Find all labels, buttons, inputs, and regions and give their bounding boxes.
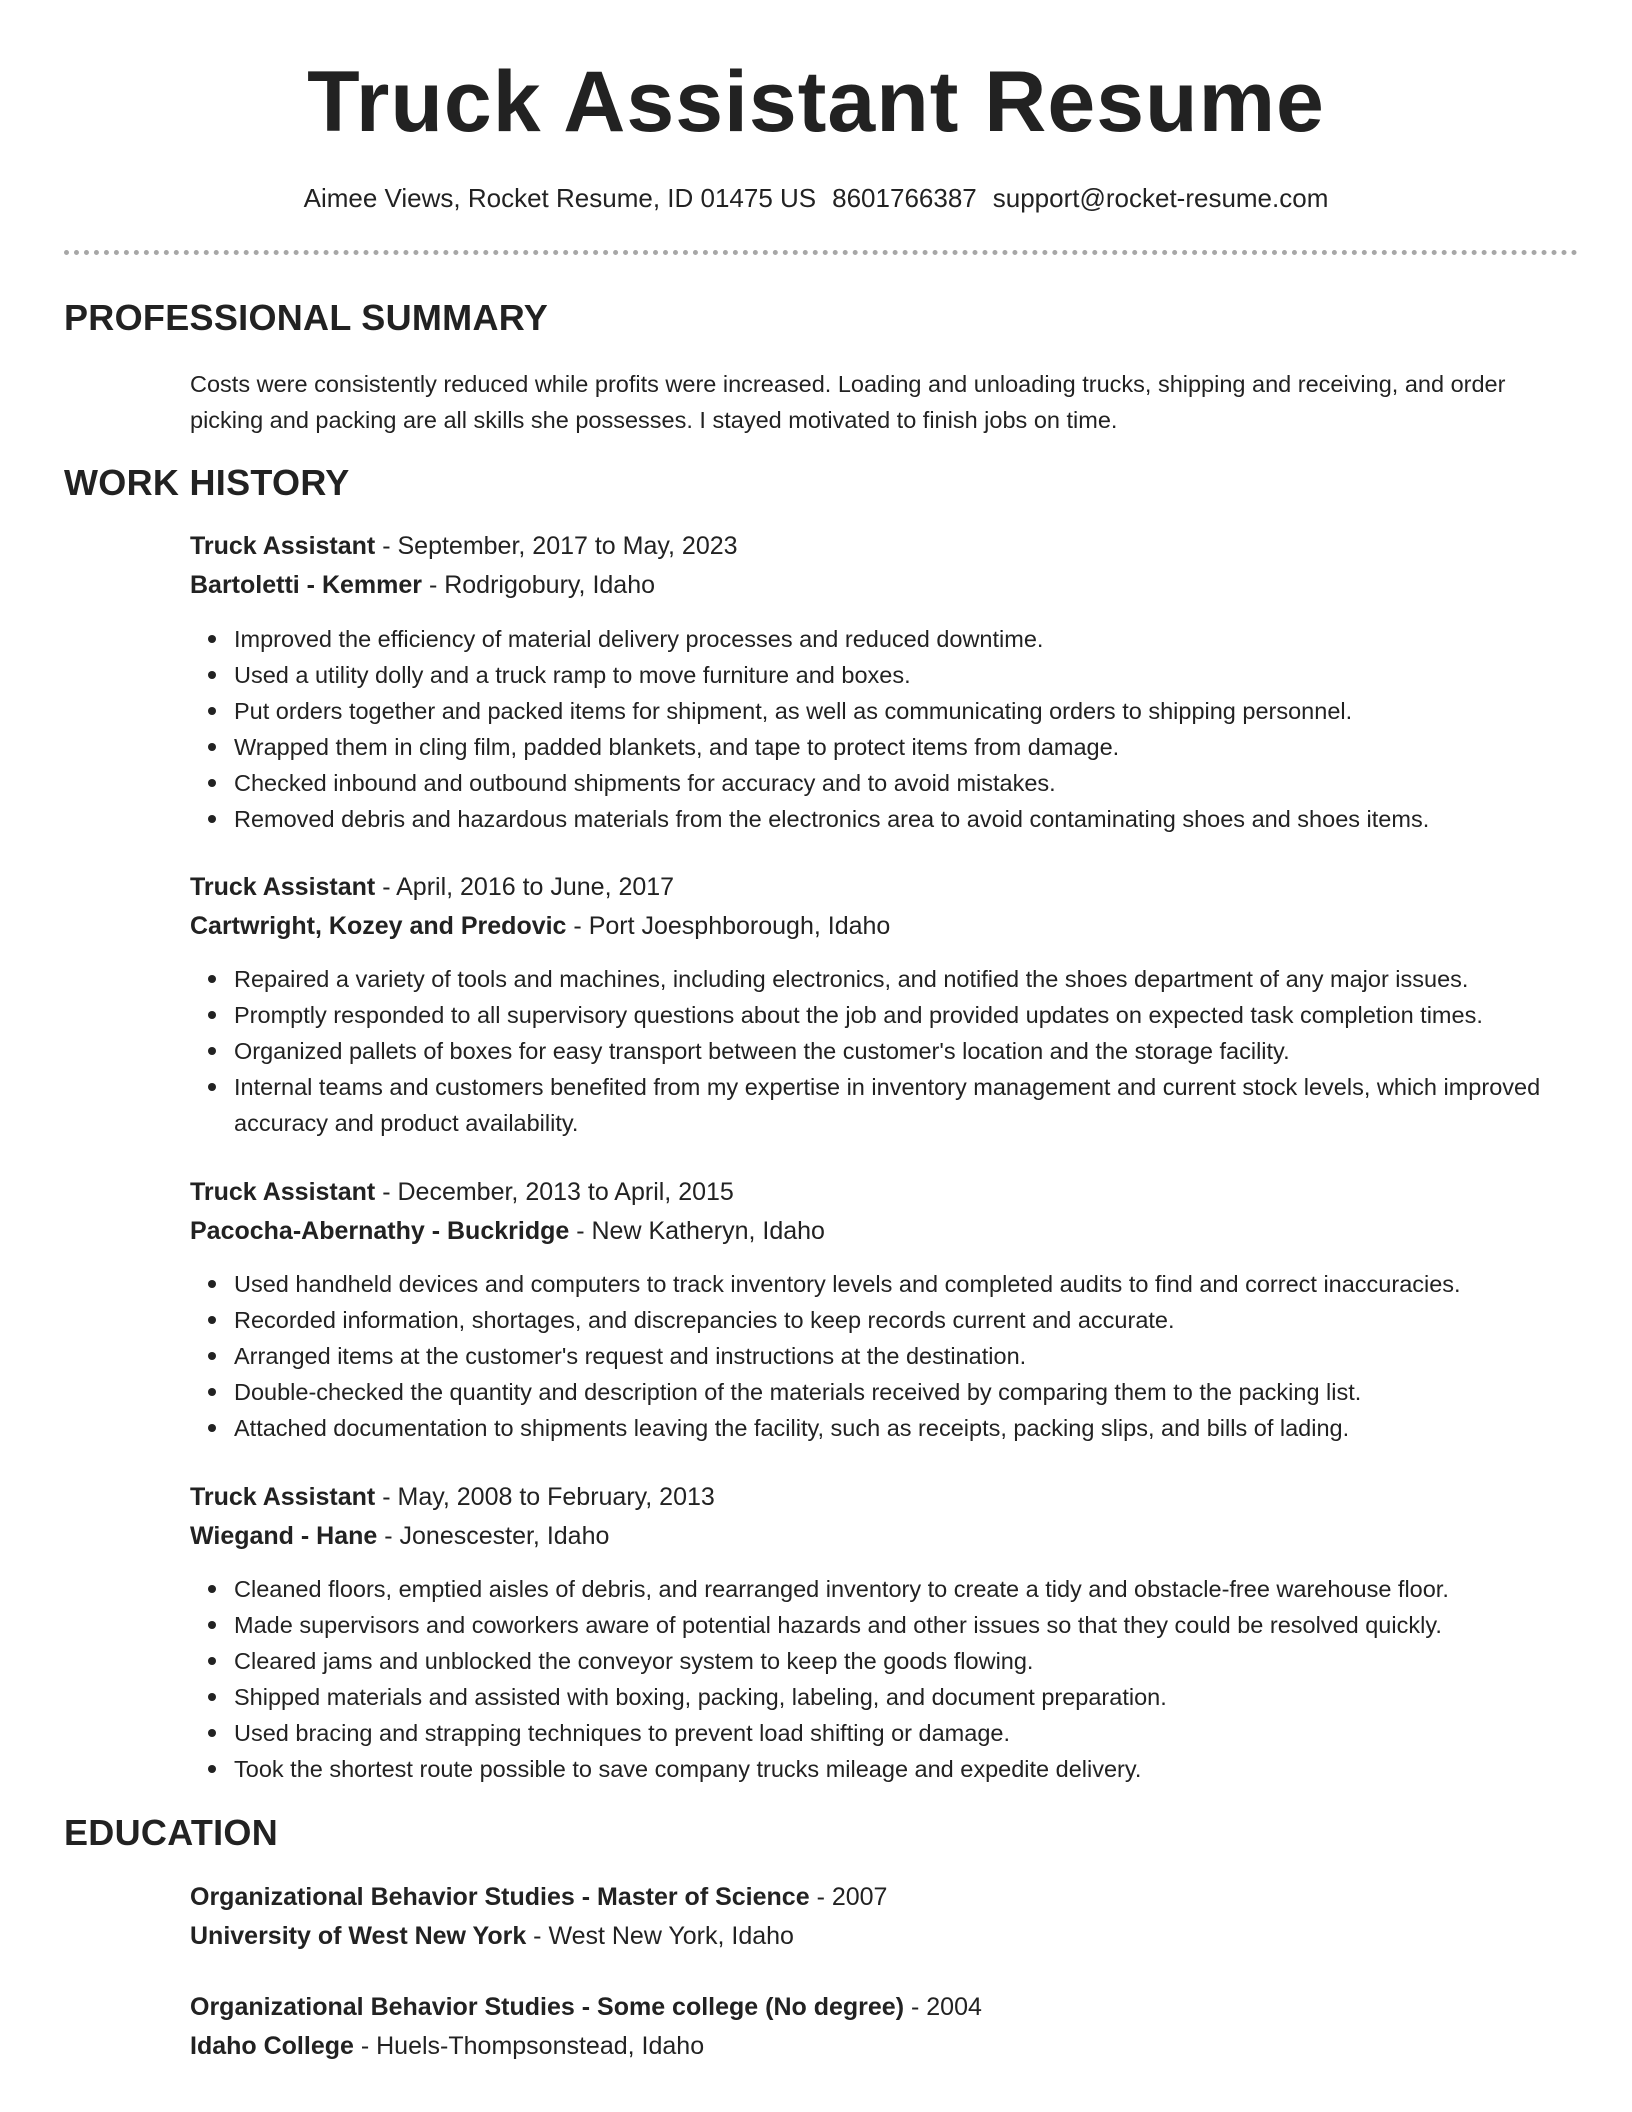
list-item: Checked inbound and outbound shipments for accuracy and to avoid mistakes. [234,765,1590,801]
contact-email: support@rocket-resume.com [992,183,1329,213]
education-1-school: University of West New York [190,1922,527,1950]
list-item: Wrapped them in cling film, padded blankets, and tape to protect items from damage. [234,729,1590,765]
job-1-title: Truck Assistant [190,532,376,560]
list-item: Recorded information, shortages, and discrepancies to keep records current and accurate. [234,1302,1590,1338]
education-1-location: - West New York, Idaho [533,1922,794,1950]
education-2-school: Idaho College [190,2032,354,2060]
education-1-degree-line [190,1879,1580,1915]
list-item: Took the shortest route possible to save company trucks mileage and expedite delivery. [234,1751,1590,1787]
list-item: Attached documentation to shipments leaving the facility, such as receipts, packing slips, and bills of lading. [234,1410,1590,1446]
list-item: Internal teams and customers benefited from my expertise in inventory management and current stock levels, which improved accuracy and product availability. [234,1069,1590,1141]
contact-address: Aimee Views, Rocket Resume, ID 01475 US [303,183,817,213]
job-3-dates: - December, 2013 to April, 2015 [382,1178,734,1206]
education-heading: EDUCATION [64,1812,279,1853]
job-4-title-line [190,1479,1580,1515]
job-2-title: Truck Assistant [190,873,376,901]
job-4-location: - Jonescester, Idaho [384,1522,610,1550]
job-3-bullets [190,1266,1590,1446]
list-item: Double-checked the quantity and description of the materials received by comparing them to the packing list. [234,1374,1590,1410]
education-2-degree-line [190,1989,1580,2025]
list-item: Shipped materials and assisted with boxing, packing, labeling, and document preparation. [234,1679,1590,1715]
job-4-dates: - May, 2008 to February, 2013 [382,1483,715,1511]
education-1-school-line [190,1918,1580,1954]
education-2-school-line [190,2028,1580,2064]
education-1-degree: Organizational Behavior Studies - Master of Science [190,1883,810,1911]
job-4-title: Truck Assistant [190,1483,376,1511]
education-2-degree: Organizational Behavior Studies - Some college (No degree) [190,1993,905,2021]
job-4-company-line [190,1518,1580,1554]
job-1-title-line [190,528,1580,564]
list-item: Cleared jams and unblocked the conveyor system to keep the goods flowing. [234,1643,1590,1679]
job-1-location: - Rodrigobury, Idaho [428,571,656,599]
job-3-title-line [190,1174,1580,1210]
list-item: Made supervisors and coworkers aware of potential hazards and other issues so that they could be resolved quickly. [234,1607,1590,1643]
list-item: Cleaned floors, emptied aisles of debris, and rearranged inventory to create a tidy and obstacle-free warehouse floor. [234,1571,1590,1607]
job-1-company-line [190,567,1580,603]
list-item: Used handheld devices and computers to track inventory levels and completed audits to find and correct inaccuracies. [234,1266,1590,1302]
job-2-location: - Port Joesphborough, Idaho [573,912,891,940]
job-2-title-line [190,869,1580,905]
job-1-company: Bartoletti - Kemmer [190,571,422,599]
list-item: Improved the efficiency of material delivery processes and reduced downtime. [234,621,1590,657]
work-history-heading: WORK HISTORY [64,462,350,503]
job-2-dates: - April, 2016 to June, 2017 [382,873,675,901]
summary-heading: PROFESSIONAL SUMMARY [64,297,549,338]
list-item: Promptly responded to all supervisory questions about the job and provided updates on expected task completion times. [234,997,1590,1033]
job-2-company: Cartwright, Kozey and Predovic [190,912,567,940]
job-3-company-line [190,1213,1580,1249]
summary-text: Costs were consistently reduced while profits were increased. Loading and unloading trucks, shipping and receiving, and order picking and packing are all skills she possesses. I stayed motivated to finish jobs on time. [190,371,1506,433]
list-item: Used a utility dolly and a truck ramp to move furniture and boxes. [234,657,1590,693]
job-3-location: - New Katheryn, Idaho [576,1217,825,1245]
education-2-location: - Huels-Thompsonstead, Idaho [360,2032,705,2060]
job-1-bullets [190,621,1590,837]
resume-title: Truck Assistant Resume [307,54,1325,150]
job-3-title: Truck Assistant [190,1178,376,1206]
list-item: Organized pallets of boxes for easy transport between the customer's location and the storage facility. [234,1033,1590,1069]
education-1-year: - 2007 [816,1883,888,1911]
education-2-year: - 2004 [911,1993,982,2021]
list-item: Used bracing and strapping techniques to prevent load shifting or damage. [234,1715,1590,1751]
list-item: Arranged items at the customer's request and instructions at the destination. [234,1338,1590,1374]
list-item: Put orders together and packed items for shipment, as well as communicating orders to shipping personnel. [234,693,1590,729]
job-1-dates: - September, 2017 to May, 2023 [382,532,738,560]
list-item: Repaired a variety of tools and machines, including electronics, and notified the shoes department of any major issues. [234,961,1590,997]
header-divider [64,250,1578,255]
job-2-bullets [190,961,1590,1141]
list-item: Removed debris and hazardous materials from the electronics area to avoid contaminating shoes and shoes items. [234,801,1590,837]
job-4-company: Wiegand - Hane [190,1522,378,1550]
job-2-company-line [190,908,1580,944]
contact-phone: 8601766387 [832,183,977,213]
job-3-company: Pacocha-Abernathy - Buckridge [190,1217,570,1245]
job-4-bullets [190,1571,1590,1787]
contact-line [0,180,1632,216]
